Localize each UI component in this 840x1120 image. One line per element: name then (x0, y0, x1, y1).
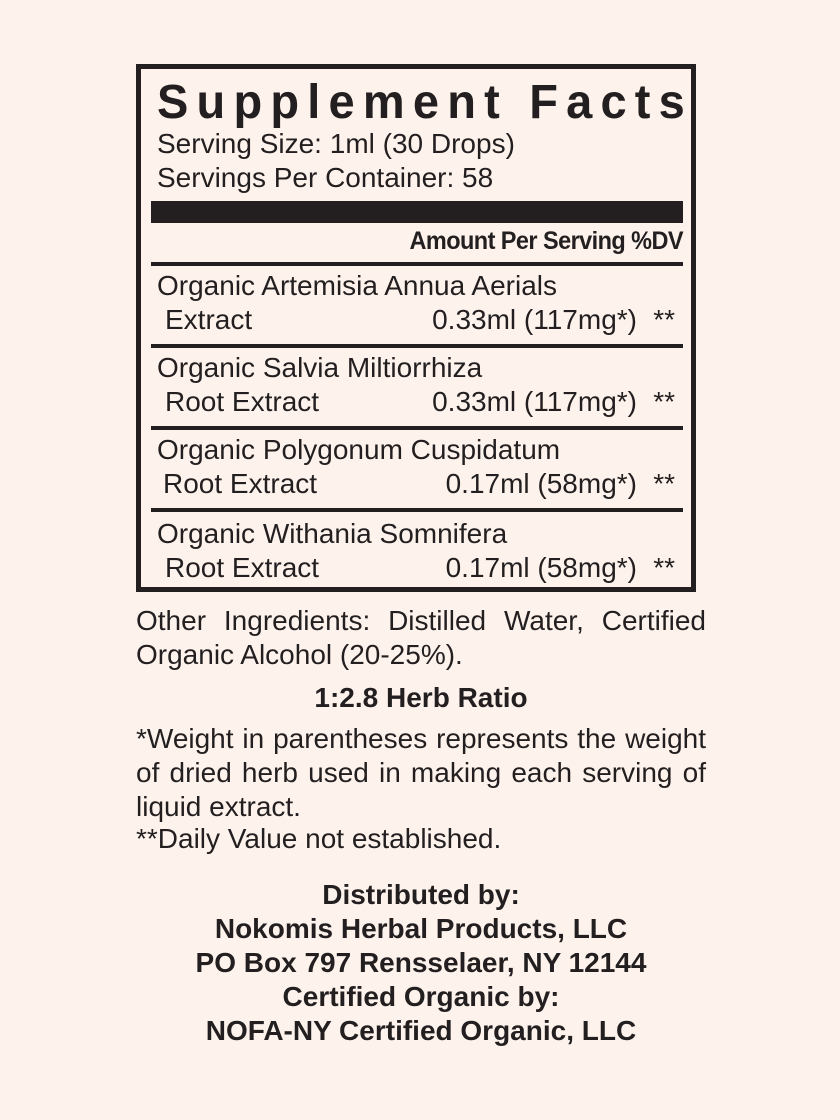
weight-footnote: *Weight in parentheses represents the weight of dried herb used in making each serving of liquid extract. (136, 723, 706, 822)
thick-divider (151, 201, 683, 223)
ingredient-row (157, 351, 675, 431)
certified-by-label: Certified Organic by: (282, 981, 560, 1012)
ingredient-name: Organic Salvia Miltiorrhiza (157, 352, 483, 383)
servings-per-container: Servings Per Container: 58 (157, 162, 494, 193)
ingredient-dv: ** (653, 552, 675, 583)
company-address: PO Box 797 Rensselaer, NY 12144 (195, 947, 647, 978)
serving-size: Serving Size: 1ml (30 Drops) (157, 128, 515, 159)
amount-header-row (151, 225, 683, 261)
daily-value-footnote: **Daily Value not established. (136, 823, 502, 854)
ingredient-dv: ** (653, 304, 675, 335)
ingredient-amount: 0.17ml (58mg*) (445, 552, 637, 583)
company-name: Nokomis Herbal Products, LLC (214, 913, 628, 944)
ingredient-name: Organic Artemisia Annua Aerials (157, 270, 557, 301)
distribution-info (136, 878, 706, 1048)
ingredient-dv: ** (653, 468, 675, 499)
supplement-facts-panel (136, 64, 696, 592)
divider (151, 262, 683, 266)
ingredient-part: Extract (165, 304, 253, 335)
ingredient-amount: 0.17ml (58mg*) (445, 468, 637, 499)
ingredient-amount: 0.33ml (117mg*) (432, 386, 637, 417)
ingredient-amount: 0.33ml (117mg*) (432, 304, 637, 335)
ingredient-row (157, 517, 675, 597)
other-ingredients: Other Ingredients: Distilled Water, Certified Organic Alcohol (20-25%). (136, 605, 706, 670)
facts-title: Supplement Facts (157, 74, 694, 129)
ingredient-name: Organic Polygonum Cuspidatum (157, 434, 561, 465)
ingredient-row (157, 433, 675, 513)
divider (151, 344, 683, 348)
herb-ratio: 1:2.8 Herb Ratio (314, 682, 528, 713)
ingredient-part: Root Extract (165, 386, 320, 417)
ingredient-dv: ** (653, 386, 675, 417)
ingredient-name: Organic Withania Somnifera (157, 518, 508, 549)
amount-per-serving-header: Amount Per Serving %DV (409, 227, 683, 255)
certifier-name: NOFA-NY Certified Organic, LLC (205, 1015, 637, 1046)
distributed-by-label: Distributed by: (322, 879, 520, 910)
ingredient-row (157, 269, 675, 349)
ingredient-part: Root Extract (163, 468, 318, 499)
ingredient-part: Root Extract (165, 552, 320, 583)
divider (151, 508, 683, 512)
divider (151, 426, 683, 430)
